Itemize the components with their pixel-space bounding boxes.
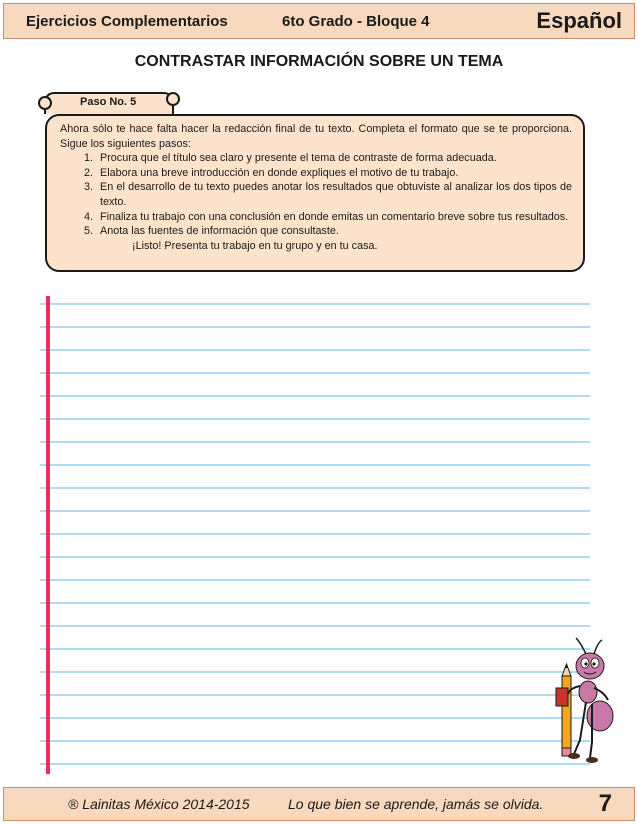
list-item: 1. Procura que el título sea claro y presente el tema de contraste de forma adecuada. [96, 151, 572, 166]
page-title: CONTRASTAR INFORMACIÓN SOBRE UN TEMA [134, 53, 504, 70]
closing-message: ¡Listo! Presenta tu trabajo en tu grupo y en tu casa. [132, 239, 378, 252]
ant-with-pencil-icon [550, 636, 620, 768]
header-grade-block: 6to Grado - Bloque 4 [282, 13, 430, 30]
list-item: 3. En el desarrollo de tu texto puedes anotar los resultados que obtuviste al analizar los dos tipos de texto. [96, 180, 572, 209]
list-item: 5. Anota las fuentes de información que consultaste. [96, 224, 572, 239]
footer-motto: Lo que bien se aprende, jamás se olvida. [288, 796, 544, 812]
page-footer [3, 787, 635, 821]
page-number: 7 [598, 790, 612, 817]
footer-credit: ® Lainitas México 2014-2015 [68, 796, 250, 812]
header-subject: Español [536, 8, 622, 33]
list-item: 2. Elabora una breve introducción en donde expliques el motivo de tu trabajo. [96, 166, 572, 181]
header-workbook-title: Ejercicios Complementarios [26, 13, 228, 30]
step-label: Paso No. 5 [80, 96, 137, 108]
list-item: 4. Finaliza tu trabajo con una conclusión en donde emitas un comentario breve sobre tus resultados. [96, 210, 572, 225]
instructions-intro: Ahora sólo te hace falta hacer la redacción final de tu texto. Completa el formato que se te proporciona. Sigue los siguientes pasos: [60, 123, 572, 150]
margin-line [46, 296, 50, 774]
